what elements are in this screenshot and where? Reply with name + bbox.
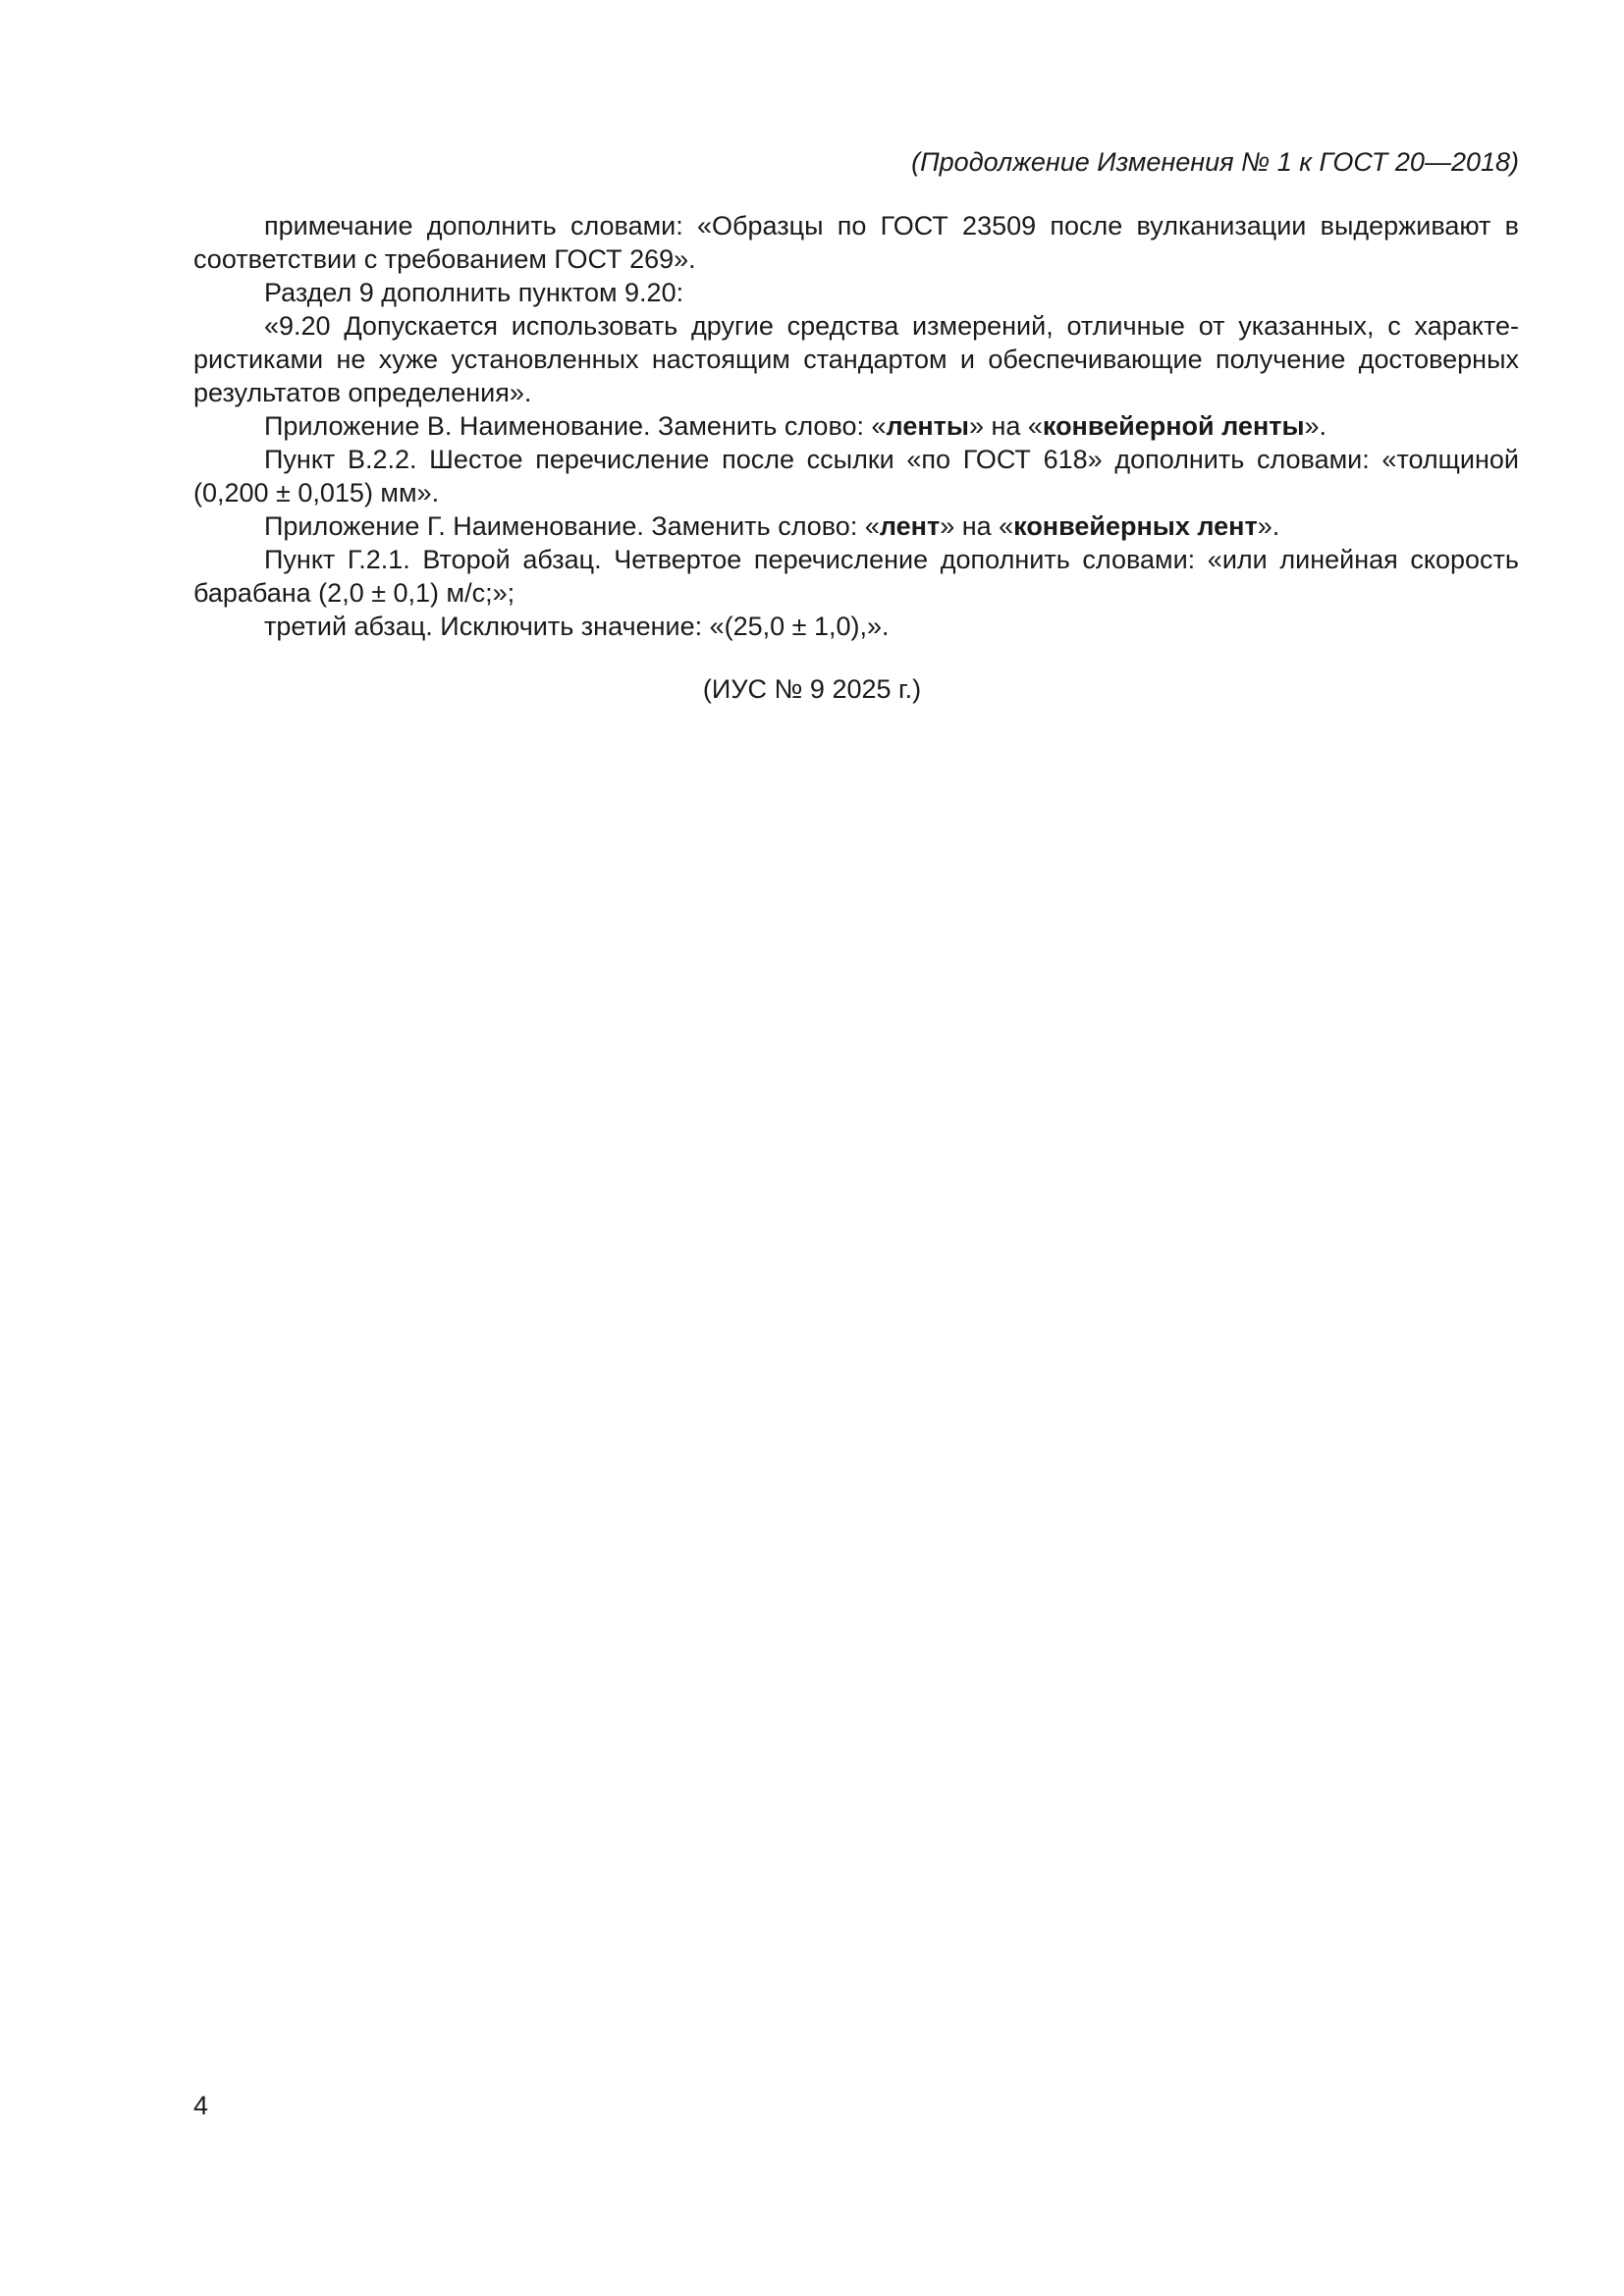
ius-reference: (ИУС № 9 2025 г.) <box>702 674 922 704</box>
bold-term: конвейерной ленты <box>1042 411 1305 441</box>
paragraph-annex-g <box>193 509 1519 543</box>
continuation-note: (Продолжение Изменения № 1 к ГОСТ 20—2018) <box>911 147 1519 177</box>
text-segment: » на « <box>940 511 1014 541</box>
bold-term: конвейерных лент <box>1013 511 1258 541</box>
paragraph-clause-g-2-1: Пункт Г.2.1. Второй абзац. Четвертое перечисление дополнить словами: «или линейная скорость барабана (2,0 ± 0,1) м/с;»; <box>193 545 1519 608</box>
paragraph-annex-v <box>193 409 1519 443</box>
text-segment: ». <box>1257 511 1280 541</box>
text-segment: Приложение Г. Наименование. Заменить слово: « <box>264 511 880 541</box>
text-segment: ». <box>1304 411 1327 441</box>
paragraph-clause-9-20: «9.20 Допускается использовать другие средства измерений, отличные от указанных, с характеристиками не хуже установленных настоящим стандартом и обеспечивающие получение достоверных результатов определения». <box>193 311 1519 407</box>
bold-term: ленты <box>886 411 969 441</box>
text-segment: Приложение В. Наименование. Заменить слово: « <box>264 411 887 441</box>
amendment-body <box>193 209 1519 643</box>
paragraph-clause-v-2-2: Пункт В.2.2. Шестое перечисление после ссылки «по ГОСТ 618» дополнить словами: «толщиной (0,200 ± 0,015) мм». <box>193 445 1519 507</box>
page-number: 4 <box>193 2091 209 2120</box>
bold-term: лент <box>879 511 941 541</box>
text-segment: » на « <box>968 411 1043 441</box>
paragraph-third-indent: третий абзац. Исключить значение: «(25,0 ± 1,0),». <box>264 612 890 641</box>
paragraph-section-9: Раздел 9 дополнить пунктом 9.20: <box>264 278 684 307</box>
paragraph-note-addition: примечание дополнить словами: «Образцы по ГОСТ 23509 после вулканизации выдерживают в соответствии с требованием ГОСТ 269». <box>193 211 1519 274</box>
